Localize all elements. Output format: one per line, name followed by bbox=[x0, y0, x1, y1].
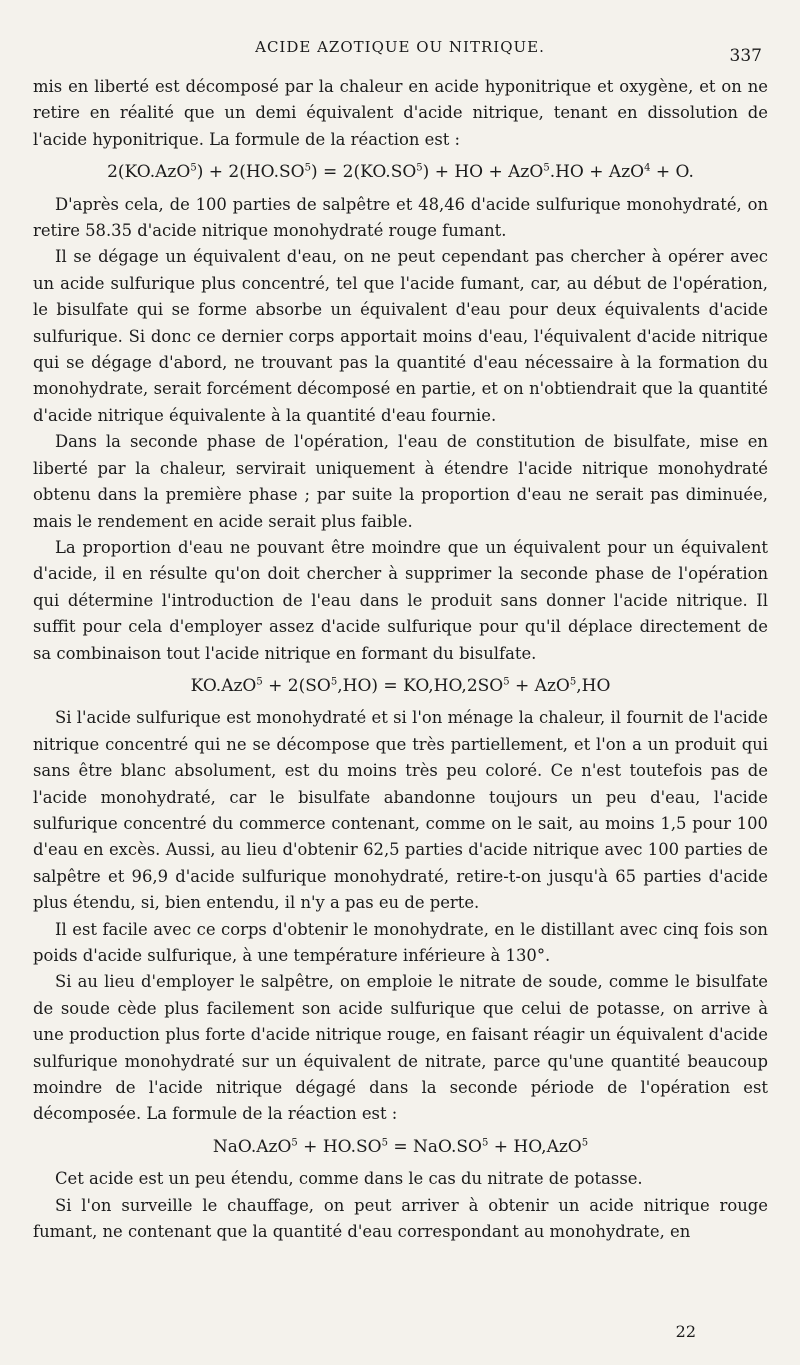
paragraph-5: La proportion d'eau ne pouvant être moindre que un équivalent pour un équivalent d'acide, il en résulte qu'on doit chercher à supprimer la seconde phase de l'opération qui détermine l'introduction de l'eau dans le produit sans donner l'acide nitrique. Il suffit pour cela d'employer assez d'acide sulfurique pour qu'il déplace directement de sa combinaison tout l'acide nitrique en formant du bisulfate. bbox=[33, 537, 768, 663]
paragraph-2: D'après cela, de 100 parties de salpêtre et 48,46 d'acide sulfurique monohydraté, on retire 58.35 d'acide nitrique monohydraté rouge fumant. bbox=[33, 194, 768, 241]
paragraph-8: Si au lieu d'employer le salpêtre, on emploie le nitrate de soude, comme le bisulfate de soude cède plus facilement son acide sulfurique que celui de potasse, on arrive à une production plus forte d'acide nitrique rouge, en faisant réagir un équivalent d'acide sulfurique monohydraté sur un équivalent de nitrate, parce qu'une quantité beaucoup moindre de l'acide nitrique dégagé dans la seconde période de l'opération est décomposée. La formule de la réaction est : bbox=[33, 972, 768, 1124]
running-title: ACIDE AZOTIQUE OU NITRIQUE. bbox=[255, 38, 545, 56]
body-text bbox=[33, 74, 768, 1245]
signature-mark: 22 bbox=[675, 1322, 696, 1341]
paragraph-7: Il est facile avec ce corps d'obtenir le monohydrate, en le distillant avec cinq fois son poids d'acide sulfurique, à une température inférieure à 130°. bbox=[33, 919, 768, 965]
paragraph-10: Si l'on surveille le chauffage, on peut arriver à obtenir un acide nitrique rouge fumant, ne contenant que la quantité d'eau correspondant au monohydrate, en bbox=[33, 1195, 768, 1242]
paragraph-9: Cet acide est un peu étendu, comme dans le cas du nitrate de potasse. bbox=[55, 1169, 643, 1189]
paragraph-1: mis en liberté est décomposé par la chaleur en acide hyponitrique et oxygène, et on ne retire en réalité que un demi équivalent d'acide nitrique, tenant en dissolution de l'acide hyponitrique. La formule de la réaction est : bbox=[33, 77, 768, 149]
page-number: 337 bbox=[729, 46, 762, 66]
paragraph-4: Dans la seconde phase de l'opération, l'eau de constitution de bisulfate, mise en liberté par la chaleur, servirait uniquement à étendre l'acide nitrique monohydraté obtenu dans la première phase ; par suite la proportion d'eau ne serait pas diminuée, mais le rendement en acide serait plus faible. bbox=[33, 432, 768, 531]
formula-potassium-nitrate-reaction: $2(KO.AzO^5) + 2(HO.SO^5) = 2(KO.SO^5)$ + HO + AzO$^5$.HO + AzO$^4$ + O. bbox=[107, 162, 694, 183]
formula-bisulfate-reaction: $KO.AzO^5 + 2(SO^5,HO) = KO,HO,2SO^5 + AzO^5,HO$ bbox=[190, 675, 611, 696]
paragraph-6: Si l'acide sulfurique est monohydraté et si l'on ménage la chaleur, il fournit de l'acide nitrique concentré qui ne se décompose que très partiellement, et l'on a un produit qui sans être blanc absolument, est du moins très peu coloré. Ce n'est toutefois pas de l'acide monohydraté, car le bisulfate abandonne toujours un peu d'eau, l'acide sulfurique concentré du commerce contenant, comme on le sait, au moins 1,5 pour 100 d'eau en excès. Aussi, au lieu d'obtenir 62,5 parties d'acide nitrique avec 100 parties de salpêtre et 96,9 d'acide sulfurique monohydraté, retire-t-on jusqu'à 65 parties d'acide plus étendu, si, bien entendu, il n'y a pas eu de perte. bbox=[33, 708, 768, 913]
paragraph-3: Il se dégage un équivalent d'eau, on ne peut cependant pas chercher à opérer avec un acide sulfurique plus concentré, tel que l'acide fumant, car, au début de l'opération, le bisulfate qui se forme absorbe un équivalent d'eau pour deux équivalents d'acide sulfurique. Si donc ce dernier corps apportait moins d'eau, l'équivalent d'acide nitrique qui se dégage d'abord, ne trouvant pas la quantité d'eau nécessaire à la formation du monohydrate, serait forcément décomposé en partie, et on n'obtiendrait que la quantité d'acide nitrique équivalente à la quantité d'eau fournie. bbox=[33, 247, 768, 425]
formula-sodium-nitrate-reaction: $NaO.AzO^5 + HO.SO^5 = NaO.SO^5 + HO,AzO^5$ bbox=[212, 1136, 589, 1157]
running-head bbox=[0, 38, 800, 66]
